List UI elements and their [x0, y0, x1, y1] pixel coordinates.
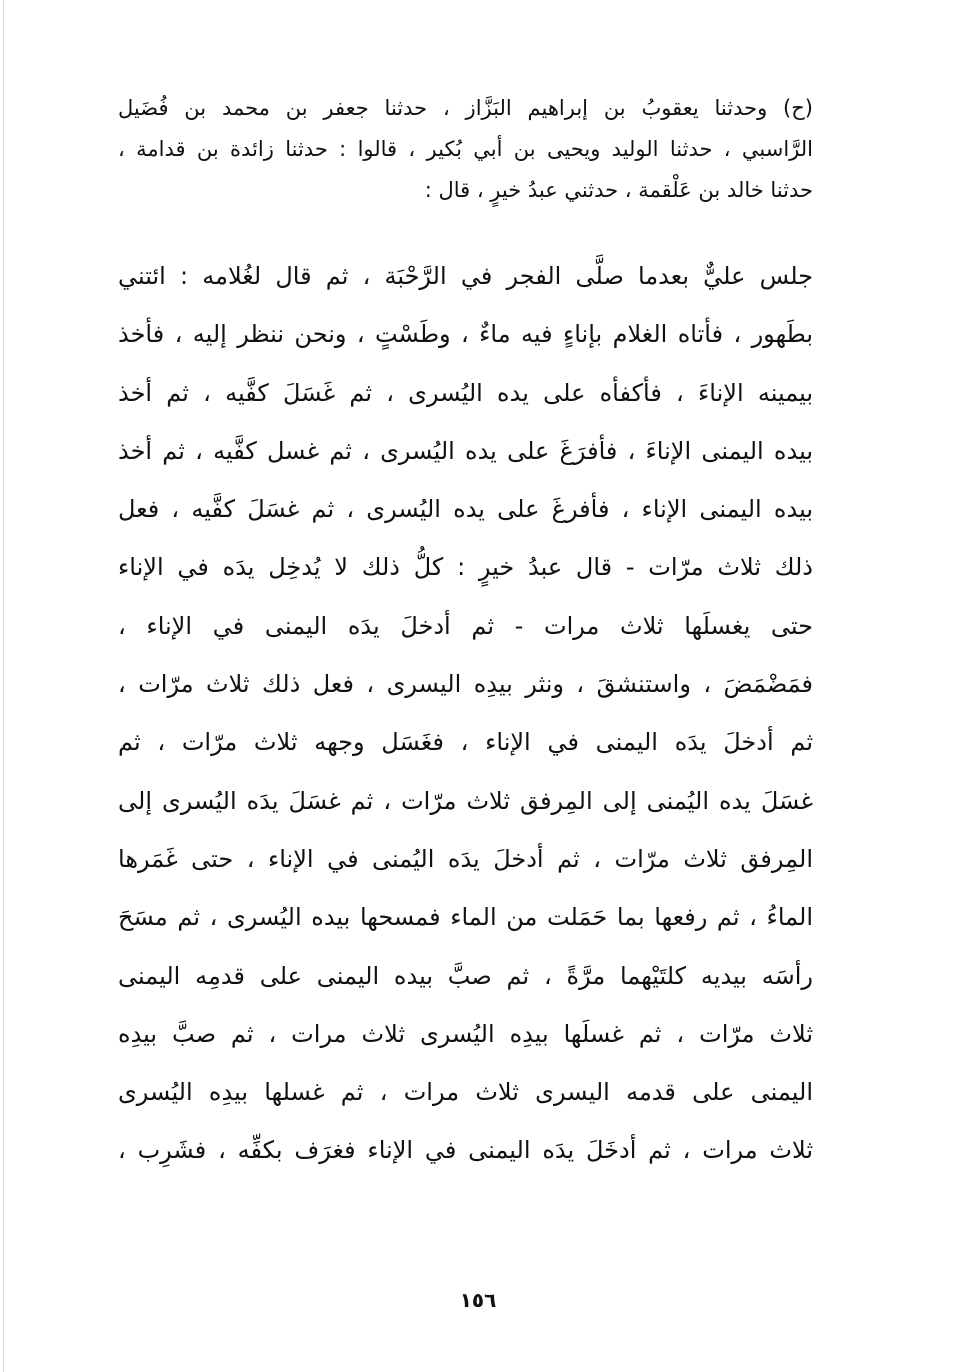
isnad-line: الرَّاسبي ، حدثنا الوليد ويحيى بن أبي بُكير ، قالوا : حدثنا زائدة بن قدامة ،	[118, 137, 813, 161]
matn-line: بيده اليمنى الإناء ، فأفرغَ على يده اليُسرى ، ثم غسَلَ كفَّيه ، فعل	[118, 495, 813, 524]
matn-line: فمَضْمَضَ ، واستنشقَ ، ونثر بيدِه اليسرى ، فعل ذلك ثلاث مرّات ،	[118, 670, 813, 699]
matn-line: حتى يغسلَها ثلاث مرات - ثم أدخلَ يدَه اليمنى في الإناء ،	[118, 611, 813, 640]
matn-line: ذلك ثلاث مرّات - قال عبدُ خيرٍ : كلُّ ذلك لا يُدخِل يدَه في الإناء	[118, 553, 813, 582]
isnad-line: حدثنا خالد بن عَلْقمة ، حدثني عبدُ خيرٍ ، قال :	[424, 178, 813, 202]
matn-line: ثلاث مرّات ، ثم غسلَها بيدِه اليُسرى ثلاث مرات ، ثم صبَّ بيدِه	[118, 1019, 813, 1048]
matn-line: رأسَه بيديه كلتَيْهما مرَّةً ، ثم صبَّ بيده اليمنى على قدمِه اليمنى	[118, 961, 813, 990]
matn-line: غسَلَ يده اليُمنى إلى المِرفق ثلاث مرّات ، ثم غسَلَ يدَه اليُسرى إلى	[118, 786, 813, 815]
page-number: ١٥٦	[459, 1288, 497, 1312]
matn-line: المِرفق ثلاث مرّات ، ثم أدخلَ يدَه اليُمنى في الإناء ، حتى غَمَرها	[118, 844, 813, 873]
page-edge	[3, 0, 4, 1372]
matn-line: اليمنى على قدمه اليسرى ثلاث مرات ، ثم غسلها بيدِه اليُسرى	[118, 1078, 813, 1107]
matn-paragraph	[118, 247, 813, 1180]
matn-line: بيمينه الإناءَ ، فأكفأه على يده اليُسرى ، ثم غَسَلَ كفَّيه ، ثم أخذ	[118, 378, 813, 407]
matn-line: الماءُ ، ثم رفعها بما حَمَلت من الماء فمسحها بيده اليُسرى ، ثم مسَحَ	[118, 903, 813, 932]
matn-line: بيده اليمنى الإناءَ ، فأفرَغَ على يده اليُسرى ، ثم غسل كفَّيه ، ثم أخذ	[118, 436, 813, 465]
matn-line: ثم أدخلَ يدَه اليمنى في الإناء ، فغَسَل وجهه ثلاث مرّات ، ثم	[118, 728, 813, 757]
matn-line: جلس عليٌّ بعدما صلَّى الفجر في الرَّحْبَة ، ثم قال لغُلامه : ائتني	[118, 262, 813, 290]
matn-line: ثلاث مرات ، ثم أدخَلَ يدَه اليمنى في الإناء فغرَف بكفِّه ، فشَرِب ،	[118, 1136, 813, 1165]
isnad-line: (ح) وحدثنا يعقوبُ بن إبراهيم البَزَّاز ، حدثنا جعفر بن محمد بن فُضَيل	[118, 96, 813, 120]
isnad-paragraph	[118, 88, 813, 211]
matn-line: بطَهور ، فأتاه الغلام بإناءٍ فيه ماءٌ ، وطَسْتٍ ، ونحن ننظر إليه ، فأخذ	[118, 320, 813, 349]
